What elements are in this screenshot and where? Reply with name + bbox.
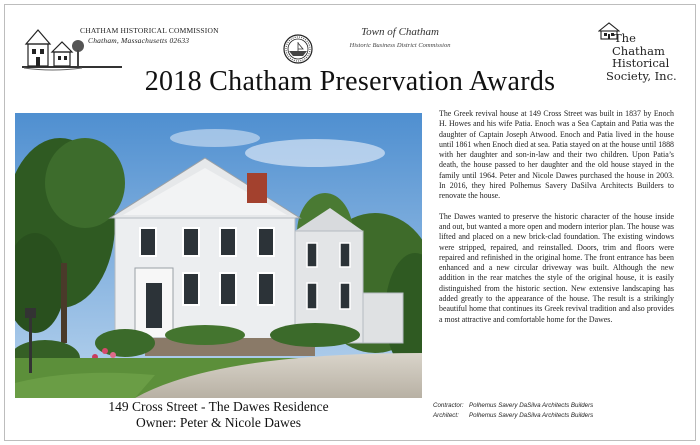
- page-title: 2018 Chatham Preservation Awards: [144, 66, 556, 97]
- paragraph-renovation: The Dawes wanted to preserve the historic character of the house inside and out, but wanted a more open and modern interior plan. The house was lifted and placed on a new brick-clad foundation. The existing windows were stripped, repaired, and reinstalled. Doors, trim and floors were repaired and refinished in the original home. The front entrance has been enhanced and a new circular driveway was built. Although the new addition in the rear matches the style of the original house, it is easily distinguished from the historic section. New extensive landscaping has added greatly to the appearance of the house. The result is a strikingly beautiful home that continues its Greek revival tradition and also provides a most attractive and comfortable home for the Dawes.: [439, 211, 674, 324]
- society-name: The Chatham Historical Society, Inc.: [606, 31, 677, 83]
- commission-place: Chatham, Massachusetts 02633: [88, 36, 190, 45]
- town-heading: [325, 26, 475, 49]
- town-title: Town of Chatham: [361, 26, 439, 38]
- architect-label: Architect:: [433, 411, 459, 419]
- contractor-label: Contractor:: [433, 402, 464, 409]
- architect-value: Polhemus Savery DaSilva Architects Builders: [469, 411, 594, 419]
- paragraph-history: The Greek revival house at 149 Cross Street was built in 1837 by Enoch H. Howes and his wife Patia. Enoch was a Sea Captain and Patia was the daughter of Captain Joseph Atwood. Enoch and Patia lived in the house until 1861 when Enoch died at sea. Patia stayed on at the house until 1888 with her daughter and son-in-law and their two children. Upon Patia’s death, the house passed to her daughter and the old house stayed in the family until 1964. Peter and Nicole Dawes purchased the house in 2003. In 2016, they hired Polhemus Savery DaSilva Architects Builders to renovate the house.: [439, 109, 674, 201]
- caption-owner: Owner: Peter & Nicole Dawes: [136, 415, 301, 430]
- credits: [433, 401, 593, 420]
- town-subtitle: Historic Business District Commission: [349, 42, 451, 49]
- award-description: [439, 109, 674, 335]
- credit-architect: [433, 411, 593, 421]
- photo-caption: [15, 399, 422, 431]
- house-photo: [15, 113, 422, 398]
- commission-name: CHATHAM HISTORICAL COMMISSION: [80, 26, 219, 35]
- caption-address: 149 Cross Street - The Dawes Residence: [108, 399, 329, 414]
- commission-text: [80, 26, 219, 46]
- credit-contractor: [433, 401, 593, 411]
- town-seal: [283, 34, 313, 64]
- contractor-value: Polhemus Savery DaSilva Architects Builders: [469, 402, 594, 409]
